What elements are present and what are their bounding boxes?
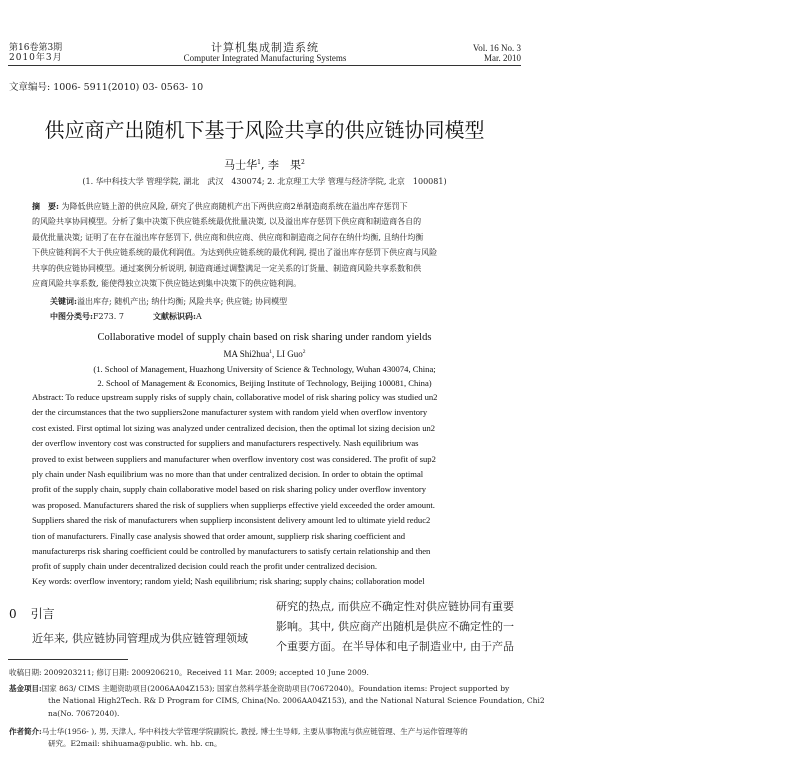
- abstract-cn-line: 的风险共享协同模型。分析了集中决策下供应链系统最优批量决策, 以及溢出库存惩罚下供应商和制造商各自的: [32, 217, 422, 227]
- abstract-cn-line: 下供应链利润不大于供应链系统的最优利润值。为达到供应链系统的最优利润, 提出了溢出库存惩罚下供应商与风险: [32, 248, 438, 258]
- fund-line: na(No. 70672040).: [48, 708, 120, 718]
- affiliation-en-line: (1. School of Management, Huazhong University of Science & Technology, Wuhan 430074, China;: [93, 364, 436, 374]
- abstract-cn-label: 摘 要:: [32, 201, 59, 211]
- keywords-en-text: overflow inventory; random yield; Nash equilibrium; risk sharing; supply chains; collaboration model: [74, 576, 425, 586]
- clc-label: 中图分类号:: [50, 311, 93, 321]
- header-volume-en: Vol. 16 No. 3: [472, 43, 521, 53]
- header-volume-cn: 第16卷第3期: [9, 43, 63, 53]
- header-date-cn: 2010年3月: [9, 53, 63, 63]
- abstract-cn-line: 最优批量决策; 证明了在存在溢出库存惩罚下, 供应商和供应商、供应商和制造商之间存在纳什均衡, 且纳什均衡: [32, 232, 424, 242]
- intro-left-column: [32, 629, 248, 649]
- fund-line: the National High2Tech. R& D Program for CIMS, China(No. 2006AA04Z153), and the National Natural Science Foundation, Chi2: [48, 696, 545, 706]
- affiliation-en: [8, 362, 521, 390]
- author-bio-label: 作者简介:: [9, 727, 42, 736]
- section-title: 引言: [30, 607, 55, 621]
- keywords-en-label: Key words:: [32, 576, 72, 586]
- footnote-rule: [8, 659, 128, 660]
- author-1-en: MA Shi2hua: [223, 349, 270, 359]
- abstract-en-line: profit of supply chain under decentralized decision could reach the profit under centralized decision.: [32, 561, 378, 572]
- author-1-en-sup: 1: [269, 349, 272, 355]
- affiliation-en-line: 2. School of Management & Economics, Beijing Institute of Technology, Beijing 100081, China): [97, 378, 432, 388]
- intro-right-column: [276, 597, 514, 657]
- doc-code: A: [196, 312, 202, 321]
- abstract-en-line: tion of manufacturers. Finally case analysis showed that order amount, supplierp risk sharing coefficient and: [32, 530, 406, 541]
- title-cn: 供应商产出随机下基于风险共享的供应链协同模型: [44, 118, 485, 142]
- clc-number: F273. 7: [92, 312, 124, 321]
- abstract-en-line: der overflow inventory cost was constructed for suppliers and manufacturers respectively. Nash equilibrium was: [32, 438, 419, 449]
- author-2-cn-sup: 2: [301, 159, 305, 166]
- abstract-en-line: manufacturerps risk sharing coefficient could be controlled by manufacturers to satisfy certain relationship and then: [32, 546, 431, 557]
- keywords-cn-text: 溢出库存; 随机产出; 纳什均衡; 风险共享; 供应链; 协同模型: [76, 297, 288, 306]
- intro-right-line: 研究的热点, 而供应不确定性对供应链协同有重要: [276, 600, 514, 613]
- intro-right-line: 影响。其中, 供应商产出随机是供应不确定性的一: [276, 620, 514, 633]
- header-date-en: Mar. 2010: [484, 53, 521, 63]
- classification-cn: [50, 309, 202, 324]
- intro-right-line: 个重要方面。在半导体和电子制造业中, 由于产品: [276, 640, 514, 653]
- abstract-en-line: profit of the supply chain, supply chain collaborative model based on risk sharing policy under overflow inventory: [32, 484, 427, 495]
- abstract-en-line: proved to exist between suppliers and manufacturer when overflow inventory cost was considered. The profit of sup2: [32, 453, 436, 464]
- affiliation-cn: (1. 华中科技大学 管理学院, 湖北 武汉 430074; 2. 北京理工大学 管理与经济学院, 北京 100081): [82, 177, 447, 186]
- author-sep-en: ,: [272, 349, 277, 359]
- author-2-en-sup: 2: [302, 349, 306, 355]
- title-en: Collaborative model of supply chain based on risk sharing under random yields: [97, 332, 432, 343]
- article-number: 文章编号: 1006- 5911(2010) 03- 0563- 10: [9, 82, 204, 93]
- section-number: 0: [9, 607, 17, 621]
- keywords-en: [32, 574, 425, 589]
- abstract-en-line: was proposed. Manufacturers shared the risk of suppliers when supplierps effective yield exceeded the order amount.: [32, 499, 435, 510]
- abstract-en-line: Suppliers shared the risk of manufacturers when supplierp inconsistent delivery amount led to ultimate yield reduc2: [32, 515, 431, 526]
- section-heading: [9, 606, 55, 622]
- footnote-fund: [9, 683, 545, 720]
- author-2-en: LI Guo: [276, 349, 303, 359]
- fund-line: 国家 863/ CIMS 主题资助项目(2006AA04Z153); 国家自然科学基金资助项目(70672040)。Foundation items: Project supported by: [41, 684, 510, 693]
- abstract-cn: [32, 199, 498, 291]
- footnote-author: [9, 726, 468, 751]
- author-1-cn-sup: 1: [257, 159, 261, 166]
- authors-cn: [8, 156, 521, 173]
- abstract-cn-line: 应商风险共享系数, 能使得独立决策下供应链达到集中决策下的供应链利润。: [32, 279, 302, 289]
- abstract-cn-line: 为降低供应链上游的供应风险, 研究了供应商随机产出下两供应商2单制造商系统在溢出库存惩罚下: [61, 202, 408, 211]
- footnote-received: 收稿日期: 2009203211; 修订日期: 2009206210。Received 11 Mar. 2009; accepted 10 June 2009.: [9, 668, 369, 677]
- abstract-en-line: To reduce upstream supply risks of supply chain, collaborative model of risk sharing policy was studied un2: [65, 392, 438, 402]
- author-bio-line: 马士华(1956- ), 男, 天津人, 华中科技大学管理学院副院长, 教授, 博士生导师, 主要从事物流与供应链管理、生产与运作管理等的: [41, 727, 468, 736]
- author-bio-line: 研究。E2mail: shihuama@public. wh. hb. cn。: [48, 739, 222, 749]
- journal-name-en: Computer Integrated Manufacturing Systems: [183, 53, 347, 63]
- author-1-cn: 马士华: [224, 158, 258, 172]
- header-rule: [8, 65, 521, 66]
- author-2-cn: 李 果: [268, 158, 301, 172]
- author-sep-cn: ,: [261, 158, 268, 172]
- abstract-en: [32, 390, 498, 575]
- doc-code-label: 文献标识码:: [153, 311, 196, 321]
- fund-label: 基金项目:: [9, 684, 42, 693]
- keywords-cn: [50, 294, 287, 309]
- abstract-en-line: der the circumstances that the two suppliers2one manufacturer system with random yield when overflow inventory: [32, 407, 428, 418]
- intro-left-line: 近年来, 供应链协同管理成为供应链管理领域: [32, 632, 248, 645]
- authors-en: [8, 347, 521, 360]
- abstract-en-label: Abstract:: [32, 392, 64, 402]
- abstract-cn-line: 共享的供应链协同模型。通过案例分析说明, 制造商通过调整满足一定关系的订货量、制造商风险共享系数和供: [32, 263, 422, 273]
- abstract-en-line: ply chain under Nash equilibrium was no more than that under centralized decision. In order to obtain the optimal: [32, 469, 424, 480]
- abstract-en-line: cost existed. First optimal lot sizing was analyzed under centralized decision, then the optimal lot sizing decision un2: [32, 422, 436, 433]
- keywords-cn-label: 关键词:: [50, 296, 77, 306]
- journal-name-cn: 计算机集成制造系统: [211, 41, 319, 54]
